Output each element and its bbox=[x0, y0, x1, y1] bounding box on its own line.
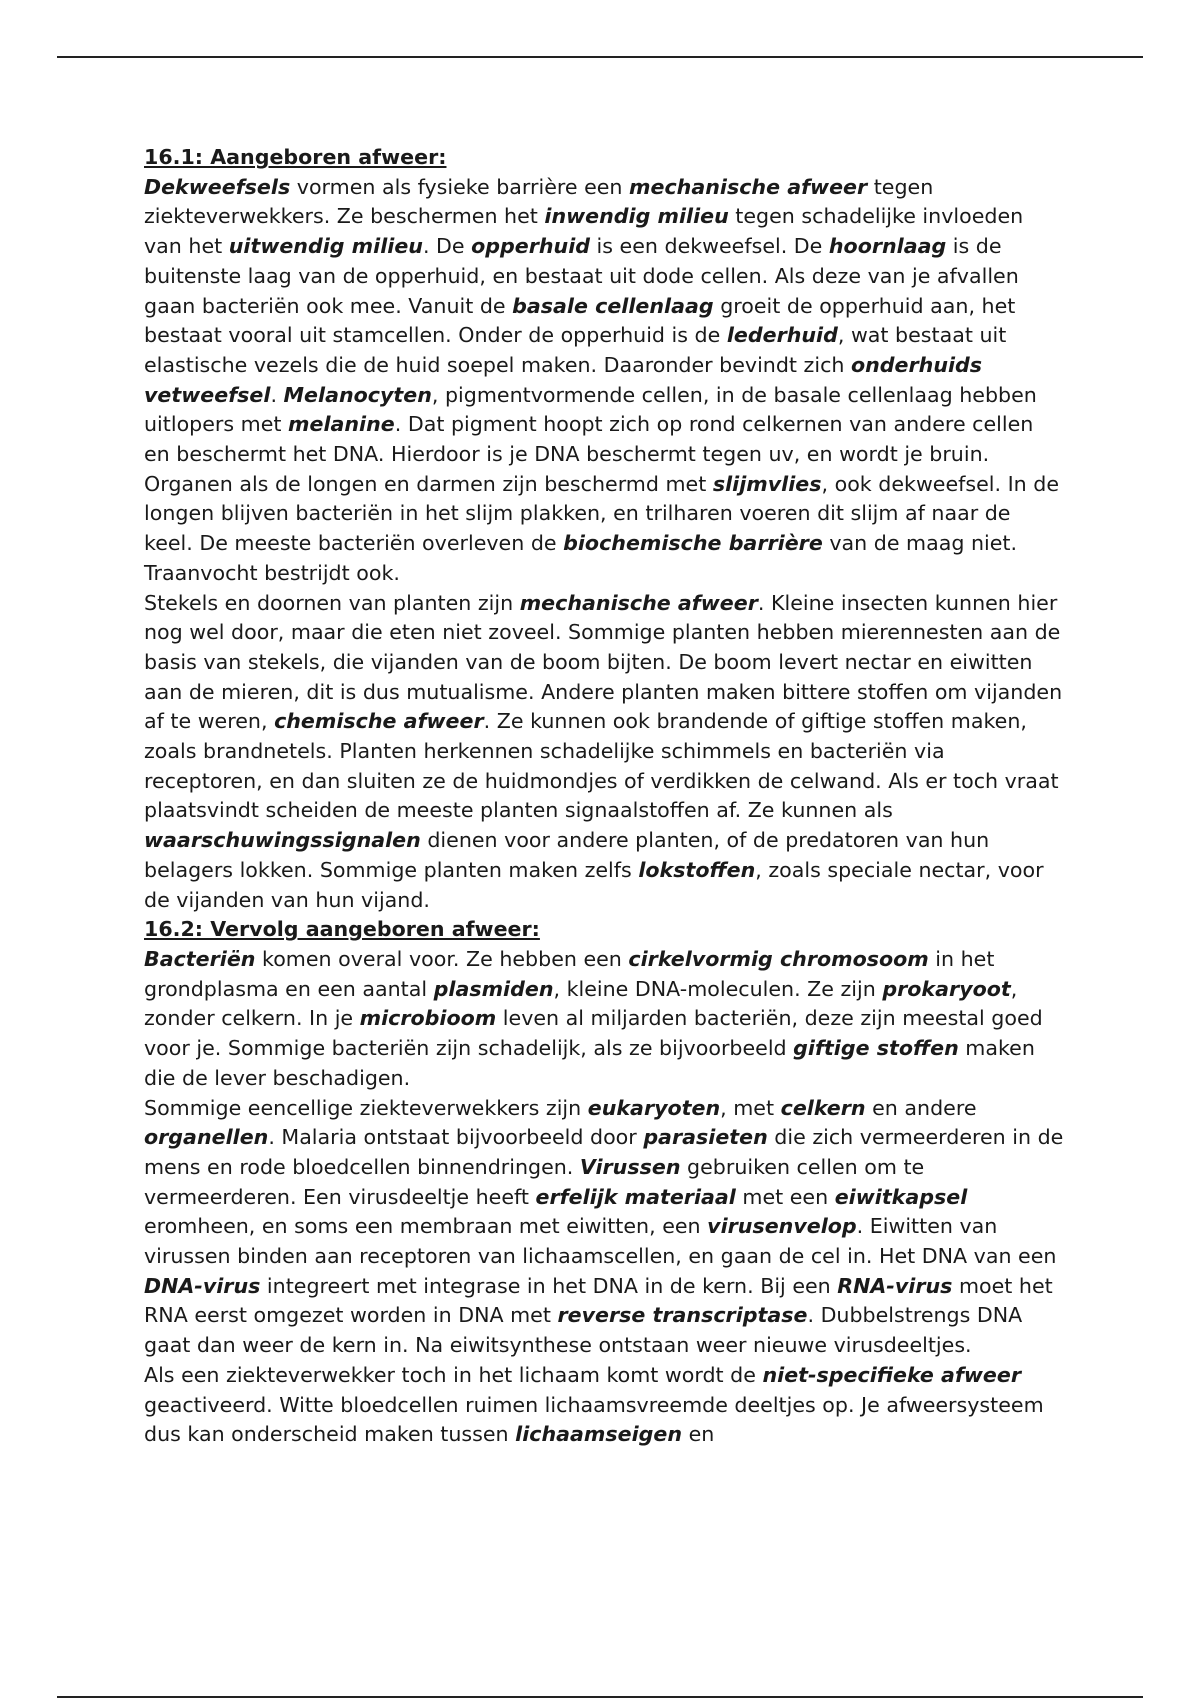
key-term: waarschuwingssignalen bbox=[144, 828, 421, 853]
key-term: organellen bbox=[144, 1125, 269, 1150]
key-term: biochemische barrière bbox=[563, 531, 823, 556]
document-body bbox=[144, 143, 1064, 1450]
key-term: uitwendig milieu bbox=[228, 234, 423, 259]
footer-rule bbox=[57, 1696, 1143, 1698]
paragraph: Sommige eencellige ziekteverwekkers zijn eukaryoten, met celkern en andere organellen. Malaria ontstaat bijvoorbeeld door parasieten die zich vermeerderen in de mens en rode bloedcellen binnendringen. Virussen gebruiken cellen om te vermeerderen. Een virusdeeltje heeft erfelijk materiaal met een eiwitkapsel eromheen, en soms een membraan met eiwitten, een virusenvelop. Eiwitten van virussen binden aan receptoren van lichaamscellen, en gaan de cel in. Het DNA van een DNA-virus integreert met integrase in het DNA in de kern. Bij een RNA-virus moet het RNA eerst omgezet worden in DNA met reverse transcriptase. Dubbelstrengs DNA gaat dan weer de kern in. Na eiwitsynthese ontstaan weer nieuwe virusdeeltjes. bbox=[144, 1095, 1064, 1358]
paragraph: Stekels en doornen van planten zijn mechanische afweer. Kleine insecten kunnen hier nog wel door, maar die eten niet zoveel. Sommige planten hebben mierennesten aan de basis van stekels, die vijanden van de boom bijten. De boom levert nectar en eiwitten aan de mieren, dit is dus mutualisme. Andere planten maken bittere stoffen om vijanden af te weren, chemische afweer. Ze kunnen ook brandende of giftige stoffen maken, zoals brandnetels. Planten herkennen schadelijke schimmels en bacteriën via receptoren, en dan sluiten ze de huidmondjes of verdikken de celwand. Als er toch vraat plaatsvindt scheiden de meeste planten signaalstoffen af. Ze kunnen als waarschuwingssignalen dienen voor andere planten, of de predatoren van hun belagers lokken. Sommige planten maken zelfs lokstoffen, zoals speciale nectar, voor de vijanden van hun vijand. bbox=[144, 590, 1063, 912]
key-term: prokaryoot bbox=[882, 976, 1011, 1001]
key-term: mechanische afweer bbox=[519, 590, 758, 615]
key-term: Bacteriën bbox=[144, 946, 256, 971]
key-term: plasmiden bbox=[433, 976, 554, 1001]
key-term: virusenvelop bbox=[707, 1214, 857, 1239]
key-term: opperhuid bbox=[471, 234, 591, 259]
key-term: Virussen bbox=[579, 1154, 681, 1179]
key-term: lederhuid bbox=[726, 323, 838, 348]
key-term: erfelijk materiaal bbox=[535, 1184, 736, 1209]
key-term: celkern bbox=[780, 1095, 866, 1120]
key-term: giftige stoffen bbox=[793, 1036, 959, 1061]
key-term: chemische afweer bbox=[274, 709, 484, 734]
key-term: lokstoffen bbox=[638, 857, 756, 882]
key-term: reverse transcriptase bbox=[557, 1303, 808, 1328]
key-term: RNA-virus bbox=[837, 1273, 953, 1298]
section-heading: 16.2: Vervolg aangeboren afweer: bbox=[144, 917, 540, 942]
key-term: cirkelvormig chromosoom bbox=[628, 946, 929, 971]
key-term: Melanocyten bbox=[283, 382, 432, 407]
key-term: Dekweefsels bbox=[144, 174, 291, 199]
key-term: lichaamseigen bbox=[515, 1422, 683, 1447]
section-heading: 16.1: Aangeboren afweer: bbox=[144, 145, 447, 169]
key-term: DNA-virus bbox=[144, 1273, 261, 1298]
key-term: slijmvlies bbox=[712, 471, 822, 496]
key-term: microbioom bbox=[359, 1006, 497, 1031]
paragraph: Dekweefsels vormen als fysieke barrière een mechanische afweer tegen ziekteverwekkers. Ze beschermen het inwendig milieu tegen schadelijke invloeden van het uitwendig milieu. De opperhuid is een dekweefsel. De hoornlaag is de buitenste laag van de opperhuid, en bestaat uit dode cellen. Als deze van je afvallen gaan bacteriën ook mee. Vanuit de basale cellenlaag groeit de opperhuid aan, het bestaat vooral uit stamcellen. Onder de opperhuid is de lederhuid, wat bestaat uit elastische vezels die de huid soepel maken. Daaronder bevindt zich onderhuids vetweefsel. Melanocyten, pigmentvormende cellen, in de basale cellenlaag hebben uitlopers met melanine. Dat pigment hoopt zich op rond celkernen van andere cellen en beschermt het DNA. Hierdoor is je DNA beschermt tegen uv, en wordt je bruin. Organen als de longen en darmen zijn beschermd met slijmvlies, ook dekweefsel. In de longen blijven bacteriën in het slijm plakken, en trilharen voeren dit slijm af naar de keel. De meeste bacteriën overleven de biochemische barrière van de maag niet. Traanvocht bestrijdt ook. bbox=[144, 174, 1060, 585]
key-term: eukaryoten bbox=[587, 1095, 721, 1120]
key-term: niet-specifieke afweer bbox=[762, 1362, 1022, 1387]
header-rule bbox=[57, 56, 1143, 58]
key-term: hoornlaag bbox=[828, 234, 947, 259]
key-term: melanine bbox=[288, 412, 395, 437]
key-term: parasieten bbox=[643, 1125, 768, 1150]
key-term: eiwitkapsel bbox=[834, 1184, 968, 1209]
paragraph: Als een ziekteverwekker toch in het lichaam komt wordt de niet-specifieke afweer geactiveerd. Witte bloedcellen ruimen lichaamsvreemde deeltjes op. Je afweersysteem dus kan onderscheid maken tussen lichaamseigen en bbox=[144, 1362, 1044, 1447]
key-term: inwendig milieu bbox=[544, 204, 729, 229]
key-term: mechanische afweer bbox=[629, 174, 868, 199]
key-term: onderhuids vetweefsel bbox=[144, 352, 983, 407]
key-term: basale cellenlaag bbox=[512, 293, 714, 318]
paragraph: Bacteriën komen overal voor. Ze hebben een cirkelvormig chromosoom in het grondplasma en een aantal plasmiden, kleine DNA-moleculen. Ze zijn prokaryoot, zonder celkern. In je microbioom leven al miljarden bacteriën, deze zijn meestal goed voor je. Sommige bacteriën zijn schadelijk, als ze bijvoorbeeld giftige stoffen maken die de lever beschadigen. bbox=[144, 946, 1043, 1090]
